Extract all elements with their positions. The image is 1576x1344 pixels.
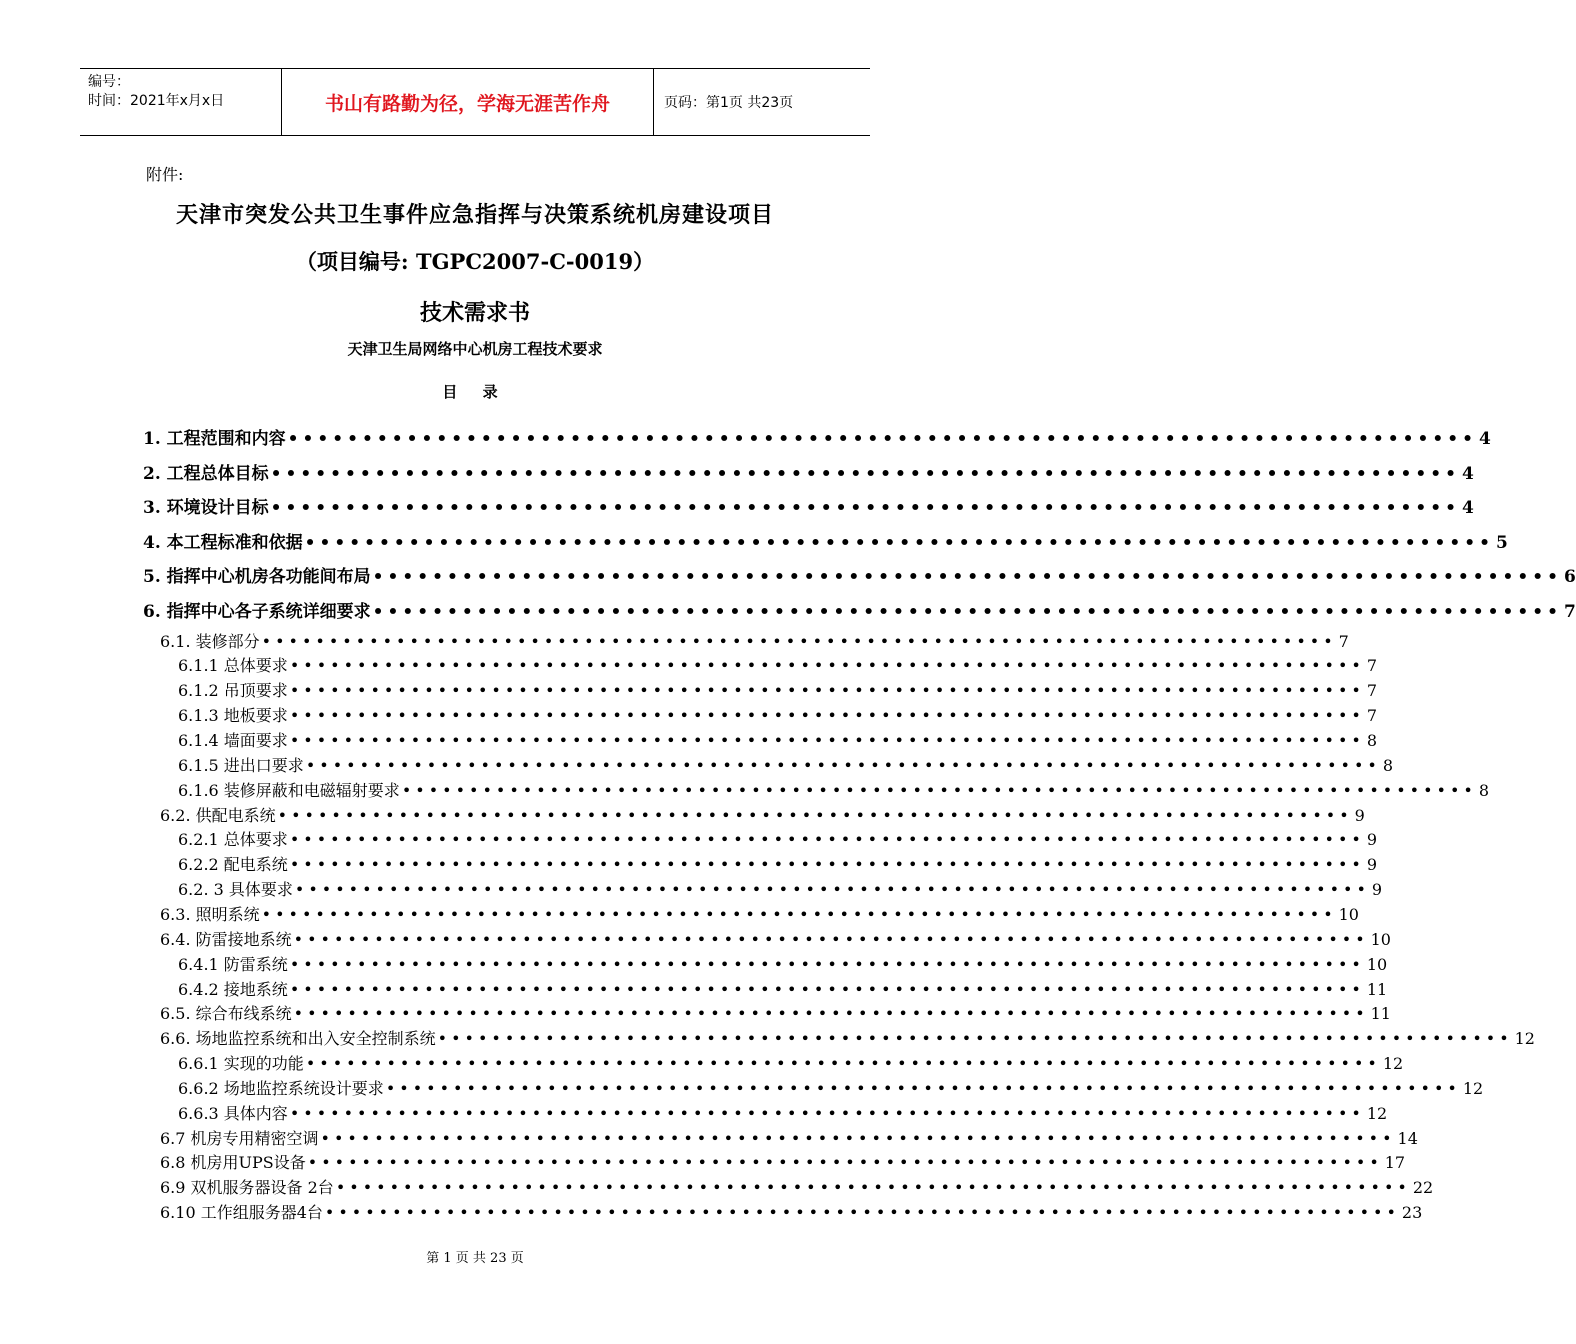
- toc-leader-dots: ••••••••••••••••••••••••••••••••••••••••••••••••••••••••••••••••••••••••••••••••: [270, 498, 1460, 519]
- document-time-label: 时间：2021年x月x日: [88, 93, 225, 109]
- toc-entry-label: 6.6.2 场地监控系统设计要求: [178, 1078, 384, 1098]
- toc-entry-label: 6.6. 场地监控系统和出入安全控制系统: [160, 1029, 436, 1049]
- toc-entry-label: 6.9 双机服务器设备 2台: [160, 1178, 334, 1198]
- toc-leader-dots: ••••••••••••••••••••••••••••••••••••••••••••••••••••••••••••••••••••••••••••••••: [289, 830, 1365, 850]
- toc-entry[interactable]: [178, 877, 1383, 900]
- toc-leader-dots: ••••••••••••••••••••••••••••••••••••••••••••••••••••••••••••••••••••••••••••••••: [261, 904, 1337, 924]
- toc-entry-page: 7: [1366, 656, 1377, 676]
- document-type-title: 技术需求书: [419, 300, 530, 326]
- toc-leader-dots: ••••••••••••••••••••••••••••••••••••••••••••••••••••••••••••••••••••••••••••••••: [289, 706, 1365, 726]
- toc-leader-dots: ••••••••••••••••••••••••••••••••••••••••••••••••••••••••••••••••••••••••••••••••: [261, 631, 1337, 651]
- header-motto-cell: [282, 69, 654, 135]
- toc-entry-label: 6.6.1 实现的功能: [178, 1054, 304, 1074]
- toc-entry-page: 11: [1366, 979, 1388, 999]
- toc-entry-page: 7: [1563, 602, 1576, 622]
- toc-entry-label: 6.5. 综合布线系统: [160, 1004, 292, 1024]
- toc-entry-page: 14: [1397, 1128, 1418, 1148]
- toc-entry-page: 8: [1478, 780, 1489, 800]
- toc-entry-label: 5. 指挥中心机房各功能间布局: [143, 567, 371, 588]
- toc-entry-label: 6.1.6 装修屏蔽和电磁辐射要求: [178, 780, 400, 800]
- toc-entry-page: 6: [1563, 567, 1576, 588]
- toc-leader-dots: ••••••••••••••••••••••••••••••••••••••••••••••••••••••••••••••••••••••••••••••••: [335, 1178, 1411, 1198]
- toc-leader-dots: ••••••••••••••••••••••••••••••••••••••••••••••••••••••••••••••••••••••••••••••••: [320, 1128, 1396, 1148]
- attachment-label: 附件:: [146, 165, 184, 184]
- toc-entry[interactable]: [178, 678, 1377, 701]
- header-page-label: 页码：第1页 共23页: [664, 95, 794, 111]
- toc-entry[interactable]: [160, 803, 1365, 826]
- toc-entry-label: 6.2. 3 具体要求: [178, 880, 293, 900]
- toc-entry[interactable]: [178, 703, 1377, 726]
- toc-entry[interactable]: [178, 728, 1377, 751]
- toc-entry-label: 6.7 机房专用精密空调: [160, 1128, 319, 1148]
- toc-entry[interactable]: [160, 927, 1391, 950]
- toc-entry[interactable]: [143, 597, 1576, 622]
- toc-entry-page: 10: [1370, 929, 1391, 949]
- toc-entry-label: 6.1.3 地板要求: [178, 706, 288, 726]
- toc-entry-page: 12: [1366, 1103, 1388, 1123]
- toc-entry-label: 6.10 工作组服务器4台: [160, 1203, 323, 1223]
- toc-entry-page: 9: [1366, 830, 1377, 850]
- toc-entry-label: 6. 指挥中心各子系统详细要求: [143, 602, 371, 622]
- toc-leader-dots: ••••••••••••••••••••••••••••••••••••••••••••••••••••••••••••••••••••••••••••••••: [324, 1203, 1400, 1223]
- toc-leader-dots: ••••••••••••••••••••••••••••••••••••••••••••••••••••••••••••••••••••••••••••••••: [294, 880, 1370, 900]
- toc-leader-dots: ••••••••••••••••••••••••••••••••••••••••••••••••••••••••••••••••••••••••••••••••: [277, 805, 1353, 825]
- toc-entry-page: 8: [1382, 755, 1393, 775]
- toc-entry-page: 23: [1401, 1203, 1423, 1223]
- toc-entry-label: 6.1.1 总体要求: [178, 656, 288, 676]
- toc-leader-dots: ••••••••••••••••••••••••••••••••••••••••••••••••••••••••••••••••••••••••••••••••: [372, 567, 1562, 588]
- toc-leader-dots: ••••••••••••••••••••••••••••••••••••••••••••••••••••••••••••••••••••••••••••••••: [305, 755, 1381, 775]
- toc-entry[interactable]: [178, 1101, 1388, 1124]
- toc-leader-dots: ••••••••••••••••••••••••••••••••••••••••••••••••••••••••••••••••••••••••••••••••: [305, 1054, 1381, 1074]
- toc-entry-page: 8: [1366, 731, 1377, 750]
- toc-entry[interactable]: [160, 1001, 1391, 1024]
- document-subtitle: 天津卫生局网络中心机房工程技术要求: [347, 340, 603, 358]
- toc-entry-page: 12: [1514, 1029, 1535, 1049]
- toc-entry-page: 9: [1354, 805, 1365, 825]
- toc-entry-label: 6.2.2 配电系统: [178, 855, 288, 875]
- toc-entry[interactable]: [143, 528, 1508, 553]
- toc-entry-page: 4: [1461, 463, 1474, 484]
- toc-entry[interactable]: [178, 1051, 1404, 1074]
- toc-entry-page: 10: [1366, 954, 1388, 974]
- toc-entry-page: 22: [1412, 1178, 1434, 1198]
- toc-entry-label: 6.1. 装修部分: [160, 631, 260, 651]
- toc-leader-dots: ••••••••••••••••••••••••••••••••••••••••••••••••••••••••••••••••••••••••••••••••: [385, 1078, 1461, 1098]
- toc-entry[interactable]: [143, 424, 1491, 449]
- toc-leader-dots: ••••••••••••••••••••••••••••••••••••••••••••••••••••••••••••••••••••••••••••••••: [289, 855, 1365, 875]
- toc-entry-label: 6.4.2 接地系统: [178, 979, 288, 999]
- toc-entry[interactable]: [160, 629, 1349, 652]
- document-number-label: 编号：: [88, 74, 130, 90]
- toc-entry[interactable]: [160, 1126, 1418, 1149]
- toc-entry-page: 4: [1478, 429, 1491, 449]
- toc-entry[interactable]: [178, 952, 1388, 975]
- toc-leader-dots: ••••••••••••••••••••••••••••••••••••••••••••••••••••••••••••••••••••••••••••••••: [289, 656, 1365, 676]
- toc-entry-label: 4. 本工程标准和依据: [143, 532, 303, 553]
- toc-entry-label: 6.3. 照明系统: [160, 904, 260, 924]
- toc-entry-label: 1. 工程范围和内容: [143, 429, 286, 449]
- toc-entry-page: 9: [1371, 880, 1383, 900]
- toc-heading: 目 录: [442, 383, 508, 401]
- toc-entry[interactable]: [178, 653, 1377, 676]
- toc-entry-label: 6.2. 供配电系统: [160, 805, 276, 825]
- toc-entry[interactable]: [160, 902, 1359, 925]
- header-motto: 书山有路勤为径，学海无涯苦作舟: [324, 92, 610, 115]
- toc-entry-label: 6.6.3 具体内容: [178, 1103, 288, 1123]
- toc-leader-dots: ••••••••••••••••••••••••••••••••••••••••••••••••••••••••••••••••••••••••••••••••: [289, 731, 1365, 750]
- toc-leader-dots: ••••••••••••••••••••••••••••••••••••••••••••••••••••••••••••••••••••••••••••••••: [289, 681, 1365, 701]
- toc-entry-page: 17: [1384, 1153, 1406, 1173]
- toc-entry[interactable]: [178, 753, 1393, 776]
- toc-leader-dots: ••••••••••••••••••••••••••••••••••••••••••••••••••••••••••••••••••••••••••••••••: [289, 954, 1365, 974]
- toc-entry-label: 6.4.1 防雷系统: [178, 954, 288, 974]
- toc-entry[interactable]: [178, 827, 1377, 850]
- toc-entry-label: 6.2.1 总体要求: [178, 830, 288, 850]
- toc-entry[interactable]: [160, 1026, 1535, 1049]
- toc-entry-label: 6.1.4 墙面要求: [178, 731, 288, 750]
- toc-leader-dots: ••••••••••••••••••••••••••••••••••••••••••••••••••••••••••••••••••••••••••••••••: [293, 929, 1369, 949]
- toc-leader-dots: ••••••••••••••••••••••••••••••••••••••••••••••••••••••••••••••••••••••••••••••••: [289, 1103, 1365, 1123]
- toc-entry-page: 7: [1366, 681, 1377, 701]
- toc-entry[interactable]: [143, 493, 1474, 519]
- toc-leader-dots: ••••••••••••••••••••••••••••••••••••••••••••••••••••••••••••••••••••••••••••••••: [401, 780, 1477, 800]
- toc-entry-label: 6.1.5 进出口要求: [178, 755, 304, 775]
- toc-entry-page: 9: [1366, 855, 1377, 875]
- header-meta-cell: [80, 69, 282, 135]
- toc-entry[interactable]: [160, 1175, 1434, 1198]
- toc-entry-page: 10: [1338, 904, 1359, 924]
- page-header: [80, 68, 870, 136]
- toc-entry-label: 6.1.2 吊顶要求: [178, 681, 288, 701]
- project-number: （项目编号: TGPC2007-C-0019）: [295, 249, 655, 274]
- toc-entry-page: 7: [1338, 631, 1349, 651]
- toc-leader-dots: ••••••••••••••••••••••••••••••••••••••••••••••••••••••••••••••••••••••••••••••••: [293, 1004, 1369, 1024]
- toc-leader-dots: ••••••••••••••••••••••••••••••••••••••••••••••••••••••••••••••••••••••••••••••••: [270, 463, 1460, 484]
- toc-leader-dots: ••••••••••••••••••••••••••••••••••••••••••••••••••••••••••••••••••••••••••••••••: [304, 532, 1494, 553]
- toc-entry[interactable]: [160, 1150, 1406, 1173]
- document-title: 天津市突发公共卫生事件应急指挥与决策系统机房建设项目: [175, 202, 774, 228]
- toc-entry-page: 12: [1462, 1078, 1484, 1098]
- page-footer: 第 1 页 共 23 页: [426, 1251, 524, 1266]
- toc-entry[interactable]: [178, 778, 1489, 801]
- toc-entry-page: 12: [1382, 1054, 1404, 1074]
- toc-leader-dots: ••••••••••••••••••••••••••••••••••••••••••••••••••••••••••••••••••••••••••••••••: [307, 1153, 1383, 1173]
- toc-entry-label: 2. 工程总体目标: [143, 463, 269, 484]
- toc-entry[interactable]: [143, 562, 1576, 588]
- toc-entry-page: 7: [1366, 706, 1377, 726]
- toc-entry-label: 3. 环境设计目标: [143, 498, 269, 519]
- toc-entry-page: 11: [1370, 1004, 1391, 1024]
- toc-leader-dots: ••••••••••••••••••••••••••••••••••••••••••••••••••••••••••••••••••••••••••••••••: [289, 979, 1365, 999]
- toc-entry[interactable]: [178, 977, 1388, 1000]
- toc-entry-label: 6.8 机房用UPS设备: [160, 1153, 306, 1173]
- toc-entry[interactable]: [160, 1200, 1423, 1223]
- toc-entry-page: 5: [1495, 532, 1508, 553]
- header-page-cell: [654, 69, 870, 135]
- toc-entry-label: 6.4. 防雷接地系统: [160, 929, 292, 949]
- toc-entry[interactable]: [143, 459, 1474, 484]
- toc-leader-dots: ••••••••••••••••••••••••••••••••••••••••••••••••••••••••••••••••••••••••••••••••: [287, 429, 1477, 449]
- toc-entry[interactable]: [178, 852, 1377, 875]
- toc-entry[interactable]: [178, 1076, 1484, 1099]
- toc-leader-dots: ••••••••••••••••••••••••••••••••••••••••••••••••••••••••••••••••••••••••••••••••: [437, 1029, 1513, 1049]
- toc-leader-dots: ••••••••••••••••••••••••••••••••••••••••••••••••••••••••••••••••••••••••••••••••: [372, 602, 1562, 622]
- toc-entry-page: 4: [1461, 498, 1474, 519]
